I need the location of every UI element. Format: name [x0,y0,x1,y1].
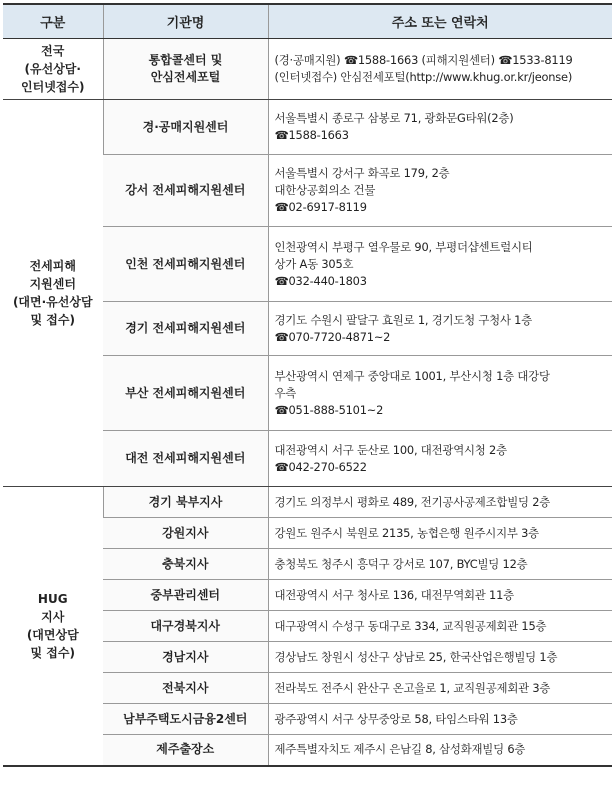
table-row [3,39,612,100]
address-contact: 제주특별자치도 제주시 은남길 8, 삼성화재빌딩 6층 [268,735,612,766]
organization-name: 중부관리센터 [103,580,268,611]
category-line: 인터넷접수) [21,80,85,94]
organization-name: 충북지사 [103,549,268,580]
organization-name: 남부주택도시금융2센터 [103,704,268,735]
category-line: 전세피해 [29,259,76,273]
category-line: 및 접수) [30,313,75,327]
category-line: 지원센터 [29,277,76,291]
category-line: (유선상담· [24,62,81,76]
address-contact: 경상남도 창원시 성산구 상남로 25, 한국산업은행빌딩 1층 [268,642,612,673]
address-contact: 충청북도 청주시 흥덕구 강서로 107, BYC빌딩 12층 [268,549,612,580]
organization-name: 경기 북부지사 [103,487,268,518]
organization-name: 경기 전세피해지원센터 [103,302,268,356]
category-damage-support-center [3,100,103,487]
address-contact: 부산광역시 연제구 중앙대로 1001, 부산시청 1층 대강당 우측 ☎051-888-5101~2 [268,356,612,431]
organization-name: 부산 전세피해지원센터 [103,356,268,431]
address-contact: 전라북도 전주시 완산구 온고을로 1, 교직원공제회관 3층 [268,673,612,704]
address-contact: 서울특별시 강서구 화곡로 179, 2층 대한상공회의소 건물 ☎02-6917-8119 [268,155,612,227]
organization-name: 대전 전세피해지원센터 [103,431,268,487]
category-line: 지사 [41,609,65,624]
category-line: 전국 [41,44,65,58]
address-contact: 대전광역시 서구 청사로 136, 대전무역회관 11층 [268,580,612,611]
organization-name: 강원지사 [103,518,268,549]
organization-name: 통합콜센터 및 안심전세포털 [103,39,268,100]
address-contact: (경·공매지원) ☎1588-1663 (피해지원센터) ☎1533-8119 (인터넷접수) 안심전세포털(http://www.khug.or.kr/jeonse) [268,39,612,100]
address-contact: 인천광역시 부평구 열우물로 90, 부평더샵센트럴시티 상가 A동 305호 ☎032-440-1803 [268,227,612,302]
organization-name: 인천 전세피해지원센터 [103,227,268,302]
header-category: 구분 [3,4,103,39]
category-national [3,39,103,100]
address-contact: 경기도 수원시 팔달구 효원로 1, 경기도청 구청사 1층 ☎070-7720-4871~2 [268,302,612,356]
table-row [3,100,612,155]
category-line: (대면·유선상담 [12,295,93,309]
category-hug-branch [3,487,103,766]
table-header-row [3,4,612,39]
table-row [3,487,612,518]
organization-name: 경남지사 [103,642,268,673]
address-contact: 서울특별시 종로구 삼봉로 71, 광화문G타워(2층) ☎1588-1663 [268,100,612,155]
organization-name: 강서 전세피해지원센터 [103,155,268,227]
category-line: (대면상담 [26,627,79,642]
header-address-contact: 주소 또는 연락처 [268,4,612,39]
organization-name: 제주출장소 [103,735,268,766]
organization-name: 전북지사 [103,673,268,704]
header-organization: 기관명 [103,4,268,39]
organization-name: 경·공매지원센터 [103,100,268,155]
organization-name: 대구경북지사 [103,611,268,642]
category-line: 및 접수) [30,645,75,660]
address-contact: 대구광역시 수성구 동대구로 334, 교직원공제회관 15층 [268,611,612,642]
address-contact: 경기도 의정부시 평화로 489, 전기공사공제조합빌딩 2층 [268,487,612,518]
address-contact: 대전광역시 서구 둔산로 100, 대전광역시청 2층 ☎042-270-6522 [268,431,612,487]
address-contact: 광주광역시 서구 상무중앙로 58, 타임스타워 13층 [268,704,612,735]
category-line: HUG [37,591,68,606]
contact-table [3,3,612,767]
address-contact: 강원도 원주시 북원로 2135, 농협은행 원주시지부 3층 [268,518,612,549]
